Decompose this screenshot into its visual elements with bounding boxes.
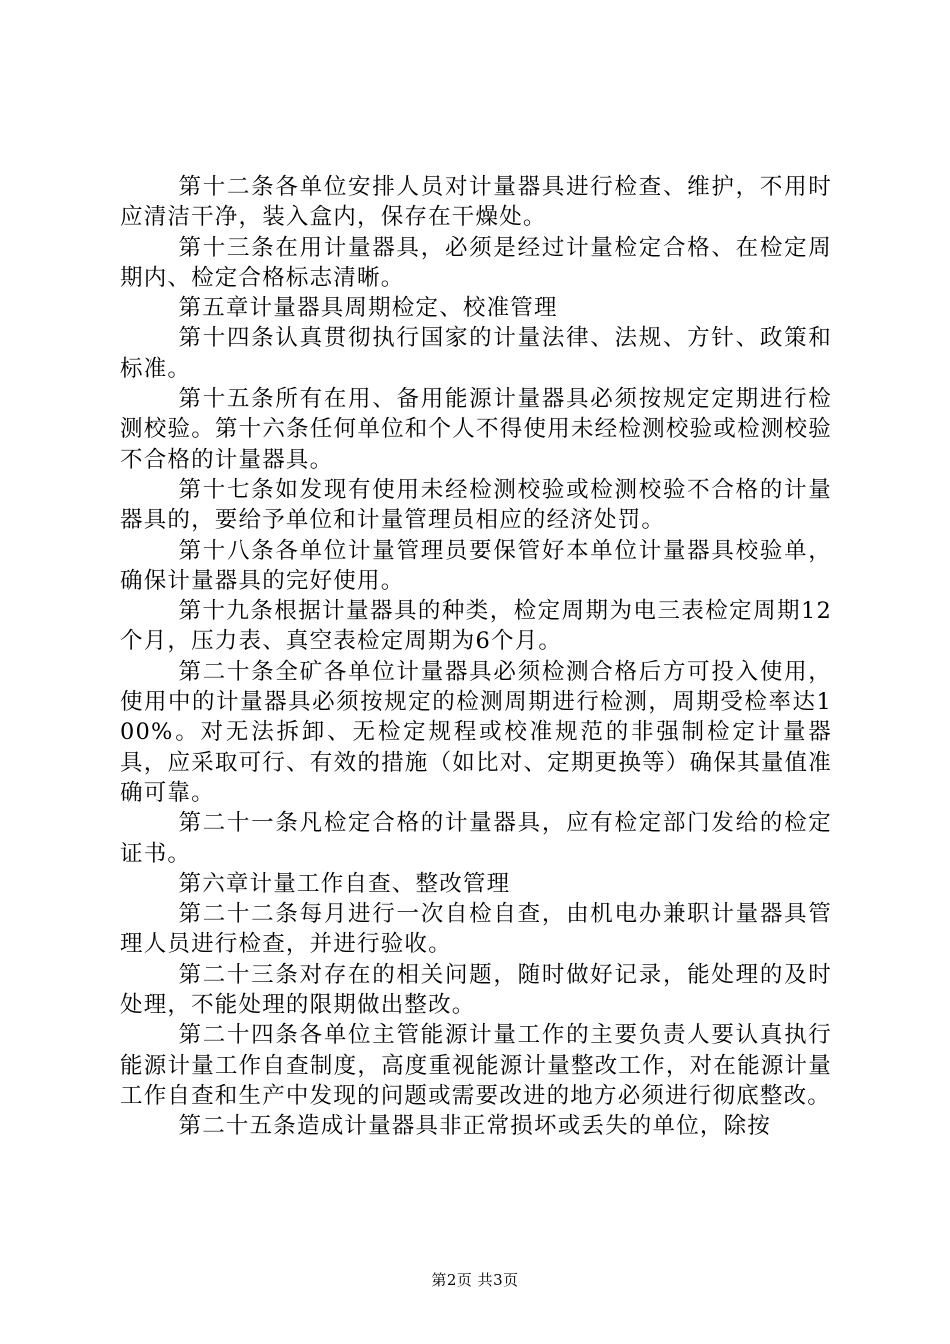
paragraph-article-18: 第十八条各单位计量管理员要保管好本单位计量器具校验单，确保计量器具的完好使用。: [120, 537, 832, 594]
paragraph-article-21: 第二十一条凡检定合格的计量器具，应有检定部门发给的检定证书。: [120, 810, 832, 867]
paragraph-article-20: 第二十条全矿各单位计量器具必须检测合格后方可投入使用，使用中的计量器具必须按规定的检测周期进行检测，周期受检率达100%。对无法拆卸、无检定规程或校准规范的非强制检定计量器具，应采取可行、有效的措施（如比对、定期更换等）确保其量值准确可靠。: [120, 658, 832, 806]
paragraph-article-24: 第二十四条各单位主管能源计量工作的主要负责人要认真执行能源计量工作自查制度，高度重视能源计量整改工作，对在能源计量工作自查和生产中发现的问题或需要改进的地方必须进行彻底整改。: [120, 1022, 832, 1109]
paragraph-article-17: 第十七条如发现有使用未经检测校验或检测校验不合格的计量器具的，要给予单位和计量管理员相应的经济处罚。: [120, 476, 832, 534]
chapter-heading-6: 第六章计量工作自查、整改管理: [178, 870, 511, 897]
paragraph-article-13: 第十三条在用计量器具，必须是经过计量检定合格、在检定周期内、检定合格标志清晰。: [120, 234, 832, 291]
page-number-footer: 第2页 共3页: [431, 1271, 519, 1289]
paragraph-article-25: 第二十五条造成计量器具非正常损坏或丢失的单位，除按: [178, 1113, 772, 1140]
paragraph-article-12: 第十二条各单位安排人员对计量器具进行检查、维护，不用时应清洁干净，装入盒内，保存在干燥处。: [120, 174, 832, 231]
paragraph-article-15-16: 第十五条所有在用、备用能源计量器具必须按规定定期进行检测校验。第十六条任何单位和个人不得使用未经检测校验或检测校验不合格的计量器具。: [120, 386, 832, 473]
document-body: [120, 172, 832, 1142]
paragraph-article-19: 第十九条根据计量器具的种类，检定周期为电三表检定周期12个月，压力表、真空表检定周期为6个月。: [120, 598, 832, 655]
paragraph-article-14: 第十四条认真贯彻执行国家的计量法律、法规、方针、政策和标准。: [120, 325, 832, 382]
chapter-heading-5: 第五章计量器具周期检定、校准管理: [178, 295, 558, 322]
paragraph-article-22: 第二十二条每月进行一次自检自查，由机电办兼职计量器具管理人员进行检查，并进行验收。: [120, 901, 832, 958]
paragraph-article-23: 第二十三条对存在的相关问题，随时做好记录，能处理的及时处理，不能处理的限期做出整改。: [120, 961, 832, 1019]
